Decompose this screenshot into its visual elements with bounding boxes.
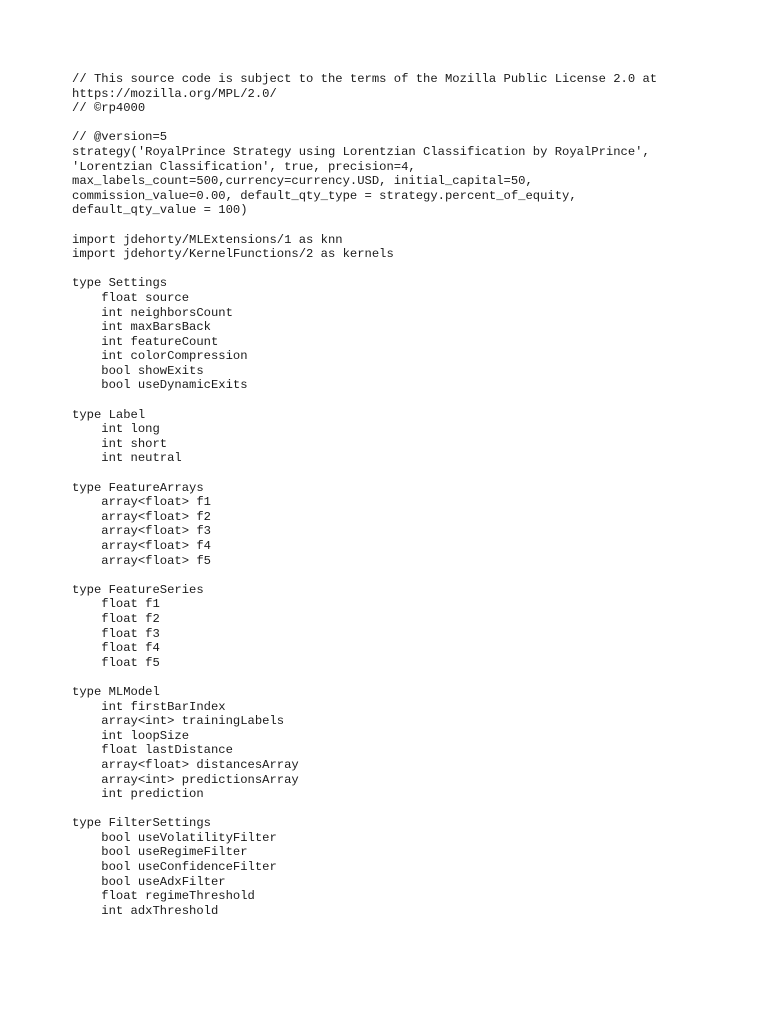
code-line: bool useConfidenceFilter [72, 860, 277, 875]
code-line: commission_value=0.00, default_qty_type = strategy.percent_of_equity, [72, 188, 577, 203]
code-line: bool useAdxFilter [72, 874, 226, 889]
code-line: int neighborsCount [72, 305, 233, 320]
code-line: int loopSize [72, 728, 190, 743]
code-line: int colorCompression [72, 349, 248, 364]
code-line: array<float> f3 [72, 524, 211, 539]
code-line: 'Lorentzian Classification', true, precision=4, [72, 159, 416, 174]
code-line: // ©rp4000 [72, 101, 146, 116]
code-line: bool useDynamicExits [72, 378, 248, 393]
code-line: array<float> f2 [72, 509, 211, 524]
code-line: array<float> distancesArray [72, 757, 299, 772]
code-line: int short [72, 436, 168, 451]
code-line: int neutral [72, 451, 182, 466]
code-line: type Settings [72, 276, 168, 291]
code-line: array<float> f4 [72, 539, 211, 553]
code-line [72, 116, 657, 131]
code-line: array<float> f5 [72, 553, 211, 568]
code-line: bool showExits [72, 363, 204, 378]
code-line: float lastDistance [72, 743, 233, 758]
code-line: float regimeThreshold [72, 889, 255, 904]
source-code-block [72, 72, 657, 918]
code-line: float f5 [72, 655, 160, 670]
code-line: int adxThreshold [72, 903, 219, 918]
code-line: bool useRegimeFilter [72, 845, 248, 860]
code-line [72, 802, 657, 817]
code-line [72, 466, 657, 481]
code-line: float f2 [72, 611, 160, 626]
code-line: bool useVolatilityFilter [72, 830, 277, 845]
code-line: int maxBarsBack [72, 320, 211, 335]
code-line: strategy('RoyalPrince Strategy using Lorentzian Classification by RoyalPrince', [72, 144, 650, 159]
code-line: default_qty_value = 100) [72, 203, 248, 218]
code-line: float source [72, 290, 190, 305]
code-line: type FilterSettings [72, 816, 211, 831]
code-line: array<int> predictionsArray [72, 772, 299, 787]
code-line: int prediction [72, 787, 204, 802]
code-line [72, 262, 657, 277]
code-line: https://mozilla.org/MPL/2.0/ [72, 86, 277, 101]
code-line: array<float> f1 [72, 495, 211, 510]
code-line [72, 218, 657, 233]
code-line: int firstBarIndex [72, 699, 226, 714]
code-line: int long [72, 422, 160, 437]
code-line: float f1 [72, 597, 160, 612]
code-line: import jdehorty/KernelFunctions/2 as kernels [72, 247, 394, 262]
code-line: type FeatureArrays [72, 480, 204, 495]
code-line [72, 670, 657, 685]
code-line: int featureCount [72, 334, 219, 349]
code-line: float f3 [72, 626, 160, 641]
code-line: array<int> trainingLabels [72, 714, 285, 729]
code-line: type MLModel [72, 684, 160, 699]
code-line [72, 568, 657, 583]
code-line [72, 393, 657, 408]
code-line: type FeatureSeries [72, 582, 204, 597]
code-line: import jdehorty/MLExtensions/1 as knn [72, 232, 343, 247]
code-line: type Label [72, 407, 146, 422]
code-line: max_labels_count=500,currency=currency.USD, initial_capital=50, [72, 174, 533, 189]
code-line: // @version=5 [72, 130, 168, 145]
code-line: float f4 [72, 641, 160, 656]
code-line: // This source code is subject to the terms of the Mozilla Public License 2.0 at [72, 72, 658, 86]
